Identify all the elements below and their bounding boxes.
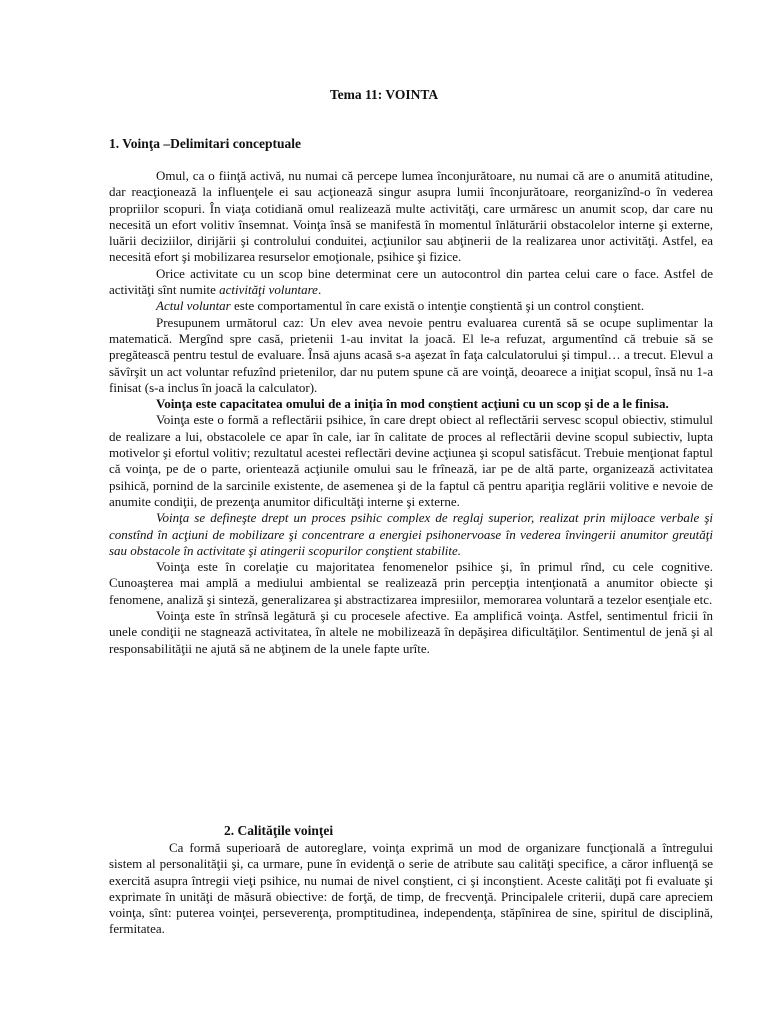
paragraph: Presupunem următorul caz: Un elev avea nevoie pentru evaluarea curentă să se ocupe suplimentar la matematică. Mergînd spre casă, prietenii 1-au invitat la joacă. El le-a refuzat, argumentînd că trebuie să se pregătească pentru testul de evaluare. Însă ajuns acasă s-a aşezat în faţa calculatorului şi timpul… a trecut. Elevul a săvîrşit un act voluntar refuzînd prietenilor, dar nu putem spune că are voinţă, deoarece a iniţiat scopul, însă nu 1-a finisat (s-a inclus în joacă la calculator).: [109, 314, 713, 395]
paragraph: [109, 266, 713, 299]
italic-term: Actul voluntar: [156, 298, 231, 314]
bold-definition: Voinţa este capacitatea omului de a iniţia în mod conştient acţiuni cu un scop şi de a le finisa.: [156, 396, 669, 412]
paragraph: Omul, ca o fiinţă activă, nu numai că percepe lumea înconjurătoare, nu numai că are o anumită atitudine, dar reacţionează la influenţele ei sau acţionează singur asupra lumii înconjurătoare, reorganizînd-o în vederea propriilor scopuri. În viaţa cotidiană omul realizează multe activităţi, care urmăresc un anumit scop, dar care nu necesită un efort volitiv însemnat. Voinţa însă se manifestă în momentul înlăturării obstacolelor interne şi externe, luării deciziilor, dirijării şi controlului conduitei, acţiunilor sau abţinerii de la realizarea unor activităţi. Astfel, ea necesită efort şi mobilizarea resurselor emoţionale, psihice şi fizice.: [109, 168, 713, 265]
section-2-heading: 2. Calităţile voinţei: [224, 823, 334, 838]
paragraph: Voinţa este în strînsă legătură şi cu procesele afective. Ea amplifică voinţa. Astfel, sentimentul fricii în unele condiţii ne stagnează activitatea, în altele ne mobilizează în depăşirea dificultăţilor. Sentimentul de jenă şi al responsabilităţii ne ajută să ne abţinem de la unele fapte urîte.: [109, 608, 713, 656]
section-1-heading: 1. Voinţa –Delimitari conceptuale: [109, 136, 301, 151]
italic-definition: Voinţa se defineşte drept un proces psihic complex de reglaj superior, realizat prin mijloace verbale şi constînd în acţiuni de mobilizare şi concentrare a energiei psihonervoase în vederea învingerii anumitor greutăţi sau obstacole în activitate şi atingerii scopurilor conştient stabilite.: [109, 510, 713, 558]
paragraph-text: este comportamentul în care există o intenţie conştientă şi un control conştient.: [230, 298, 645, 314]
paragraph: Ca formă superioară de autoreglare, voinţa exprimă un mod de organizare funcţională a întregului sistem al personalităţii şi, ca urmare, pune în evidenţă o serie de atribute sau calităţi specifice, a căror influenţă se exercită asupra întregii vieţi psihice, nu numai de nivel conştient, ci şi inconştient. Aceste calităţi pot fi evaluate şi exprimate în unităţi de măsură obiective: de forţă, de timp, de frecvenţă. Principalele criterii, după care apreciem voinţa, sînt: puterea voinţei, perseverenţa, promptitudinea, independenţa, stăpînirea de sine, spiritul de disciplină, fermitatea.: [109, 840, 713, 937]
paragraph: [109, 298, 713, 314]
definition-bold: [109, 396, 713, 412]
section-2-body: [109, 840, 713, 938]
paragraph: Voinţa este o formă a reflectării psihice, în care drept obiect al reflectării servesc scopul obiectiv, stimulul de realizare a lui, obstacolele ce apar în cale, iar în calitate de proces al reflectării devine scopul subiectiv, lupta motivelor şi efortul volitiv; rezultatul acestei reflectări devine acţiunea şi scopul satisfăcut. Trebuie menţionat faptul că voinţa, pe de o parte, orientează acţiunile omului sau le frînează, iar pe de altă parte, organizează activitatea psihică, pornind de la sarcinile existente, de asemenea şi de la faptul că pentru apariţia reglării volitive e nevoie de anumite condiţii, de prezenţa anumitor dificultăţi interne şi externe.: [109, 412, 713, 509]
paragraph-text: Orice activitate cu un scop bine determinat cere un autocontrol din partea celui care o face. Astfel de activităţi sînt numite: [109, 265, 713, 298]
section-1-body: [109, 168, 713, 657]
page-title: Tema 11: VOINTA: [329, 87, 439, 102]
definition-italic: [109, 510, 713, 559]
paragraph: Voinţa este în corelaţie cu majoritatea fenomenelor psihice şi, în primul rînd, cu cele cognitive. Cunoaşterea mai amplă a mediului ambiental se realizează prin percepţia intenţionată a anumitor obiecte şi fenomene, analiză şi sinteză, generalizarea şi abstractizarea impresiilor, memorarea voluntară a tezelor esenţiale etc.: [109, 559, 713, 607]
paragraph-end: .: [317, 282, 322, 298]
italic-term: activităţi voluntare: [219, 282, 318, 298]
